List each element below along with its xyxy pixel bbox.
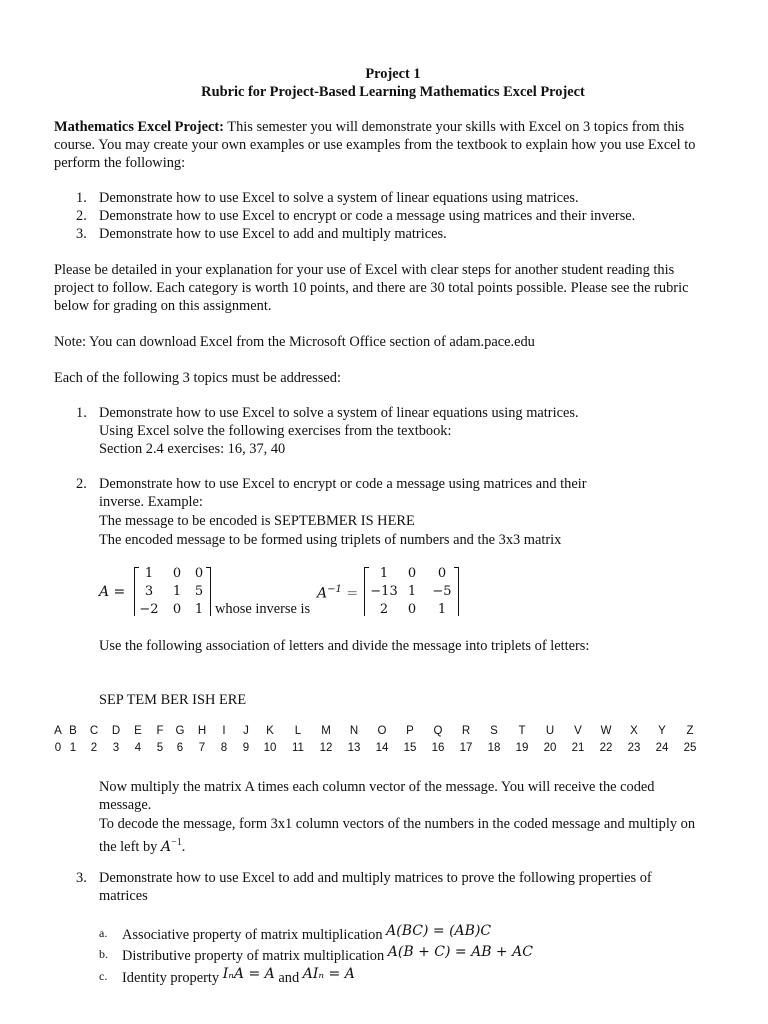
property-a-letter: a. bbox=[99, 926, 108, 940]
property-b bbox=[122, 944, 533, 965]
matrix-inverse-symbol: A bbox=[317, 585, 328, 602]
matrix-inverse-cell: 1 bbox=[437, 602, 447, 616]
number-cell: 9 bbox=[242, 742, 250, 754]
matrix-inverse-right-bracket bbox=[454, 567, 459, 616]
matrix-a-right-bracket bbox=[206, 567, 211, 616]
matrix-a-cell: 1 bbox=[194, 602, 204, 616]
matrix-inverse-equals: = bbox=[346, 585, 359, 602]
letter-cell: R bbox=[461, 725, 471, 737]
multiply-line-2: message. bbox=[99, 797, 152, 813]
decode-line-2 bbox=[99, 834, 185, 856]
task-2-text: Demonstrate how to use Excel to encrypt or code a message using matrices and their inverse. bbox=[99, 208, 636, 224]
number-cell: 15 bbox=[403, 742, 417, 754]
number-row bbox=[54, 742, 714, 756]
property-a bbox=[122, 923, 492, 944]
letter-cell: G bbox=[175, 725, 185, 737]
number-cell: 21 bbox=[571, 742, 585, 754]
number-cell: 14 bbox=[375, 742, 389, 754]
note-text: Note: You can download Excel from the Microsoft Office section of adam.pace.edu bbox=[54, 334, 535, 350]
matrix-a-cell: 3 bbox=[144, 584, 154, 599]
number-cell: 16 bbox=[431, 742, 445, 754]
task-1-text: Demonstrate how to use Excel to solve a system of linear equations using matrices. bbox=[99, 190, 579, 206]
letter-cell: H bbox=[197, 725, 207, 737]
topic-2-line-3: The message to be encoded is SEPTEBMER IS HERE bbox=[99, 513, 415, 529]
letter-cell: T bbox=[518, 725, 526, 737]
property-c-formula-2: AIₙ = A bbox=[302, 966, 355, 982]
matrix-inverse-cell: 1 bbox=[379, 566, 389, 581]
topic-2-number: 2. bbox=[76, 476, 87, 492]
letter-cell: P bbox=[406, 725, 414, 737]
matrix-a-cell: 5 bbox=[194, 584, 204, 599]
intro-text-1: This semester you will demonstrate your skills with Excel on 3 topics from this bbox=[223, 119, 685, 135]
letter-cell: E bbox=[134, 725, 142, 737]
number-cell: 20 bbox=[543, 742, 557, 754]
task-2-number: 2. bbox=[76, 208, 87, 224]
matrix-inverse-left-bracket bbox=[364, 567, 369, 616]
matrix-a-cell: −2 bbox=[139, 602, 159, 616]
matrix-inverse-cell: 0 bbox=[407, 602, 417, 616]
letter-cell: B bbox=[69, 725, 77, 737]
topic-3-line-1: Demonstrate how to use Excel to add and multiply matrices to prove the following properties of bbox=[99, 870, 652, 886]
matrix-a bbox=[134, 566, 216, 616]
letter-row bbox=[54, 725, 714, 739]
intro-lead: Mathematics Excel Project: bbox=[54, 119, 224, 135]
number-cell: 19 bbox=[515, 742, 529, 754]
property-b-formula: A(B + C) = AB + AC bbox=[387, 944, 533, 960]
matrix-inverse-superscript: −1 bbox=[327, 584, 342, 595]
matrix-a-cell: 1 bbox=[144, 566, 154, 581]
letter-cell: L bbox=[294, 725, 302, 737]
decode-superscript: −1 bbox=[171, 837, 182, 848]
letter-cell: A bbox=[54, 725, 62, 737]
intro-line-1 bbox=[54, 118, 684, 136]
topic-1-line-2: Using Excel solve the following exercises from the textbook: bbox=[99, 423, 452, 439]
number-cell: 25 bbox=[683, 742, 697, 754]
letter-cell: X bbox=[630, 725, 638, 737]
property-c-formula-1: IₙA = A bbox=[222, 966, 275, 982]
number-cell: 8 bbox=[220, 742, 228, 754]
intro-line-3: perform the following: bbox=[54, 155, 186, 171]
number-cell: 3 bbox=[112, 742, 120, 754]
decode-text: the left by bbox=[99, 838, 161, 855]
number-cell: 1 bbox=[69, 742, 77, 754]
inverse-text: whose inverse is bbox=[215, 601, 311, 617]
matrix-a-cell: 0 bbox=[194, 566, 204, 581]
property-a-text: Associative property of matrix multiplication bbox=[122, 927, 387, 943]
topic-3-line-2: matrices bbox=[99, 888, 148, 904]
number-cell: 23 bbox=[627, 742, 641, 754]
details-line-1: Please be detailed in your explanation for your use of Excel with clear steps for another student reading this bbox=[54, 262, 675, 278]
property-c-and: and bbox=[274, 970, 303, 986]
task-3-number: 3. bbox=[76, 226, 87, 242]
number-cell: 0 bbox=[54, 742, 62, 754]
decode-line-1: To decode the message, form 3x1 column vectors of the numbers in the coded message and multiply on bbox=[99, 816, 696, 832]
multiply-line-1: Now multiply the matrix A times each column vector of the message. You will receive the coded bbox=[99, 779, 655, 795]
decode-period: . bbox=[181, 838, 186, 855]
topic-1-line-1: Demonstrate how to use Excel to solve a system of linear equations using matrices. bbox=[99, 405, 579, 421]
letter-cell: M bbox=[321, 725, 331, 737]
number-cell: 6 bbox=[176, 742, 184, 754]
property-b-letter: b. bbox=[99, 947, 108, 961]
number-cell: 13 bbox=[347, 742, 361, 754]
topics-intro: Each of the following 3 topics must be addressed: bbox=[54, 370, 341, 386]
matrix-a-cell: 0 bbox=[172, 566, 182, 581]
topic-3-number: 3. bbox=[76, 870, 87, 886]
letter-cell: N bbox=[349, 725, 359, 737]
property-c-letter: c. bbox=[99, 969, 108, 983]
number-cell: 4 bbox=[134, 742, 142, 754]
number-cell: 10 bbox=[263, 742, 277, 754]
matrix-inverse-label bbox=[317, 584, 358, 602]
matrix-inverse-cell: −13 bbox=[370, 584, 398, 599]
letter-cell: O bbox=[377, 725, 387, 737]
matrix-a-cell: 0 bbox=[172, 602, 182, 616]
number-cell: 18 bbox=[487, 742, 501, 754]
property-a-formula: A(BC) = (AB)C bbox=[386, 923, 492, 939]
matrix-a-label: A = bbox=[99, 584, 126, 600]
matrix-inverse-cell: 1 bbox=[407, 584, 417, 599]
matrix-a-cell: 1 bbox=[172, 584, 182, 599]
topic-1-number: 1. bbox=[76, 405, 87, 421]
message-triplets: SEP TEM BER ISH ERE bbox=[99, 692, 247, 708]
matrix-inverse-cell: 2 bbox=[379, 602, 389, 616]
topic-2-line-2: inverse. Example: bbox=[99, 494, 203, 510]
number-cell: 17 bbox=[459, 742, 473, 754]
matrix-inverse-cell: −5 bbox=[432, 584, 452, 599]
details-line-3: below for grading on this assignment. bbox=[54, 298, 272, 314]
number-cell: 12 bbox=[319, 742, 333, 754]
letter-cell: U bbox=[545, 725, 555, 737]
topic-2-line-4: The encoded message to be formed using triplets of numbers and the 3x3 matrix bbox=[99, 532, 562, 548]
number-cell: 11 bbox=[292, 742, 304, 754]
letter-cell: I bbox=[222, 725, 226, 737]
matrix-inverse bbox=[364, 566, 464, 616]
letter-cell: S bbox=[490, 725, 498, 737]
topic-1-line-3: Section 2.4 exercises: 16, 37, 40 bbox=[99, 441, 286, 457]
task-3-text: Demonstrate how to use Excel to add and multiply matrices. bbox=[99, 226, 447, 242]
letter-cell: J bbox=[243, 725, 249, 737]
intro-line-2: course. You may create your own examples or use examples from the textbook to explain how you use Excel to bbox=[54, 137, 696, 153]
property-c bbox=[122, 966, 355, 987]
association-line: Use the following association of letters and divide the message into triplets of letters: bbox=[99, 638, 590, 654]
letter-cell: K bbox=[266, 725, 274, 737]
number-cell: 5 bbox=[156, 742, 164, 754]
property-b-text: Distributive property of matrix multiplication bbox=[122, 948, 388, 964]
letter-cell: V bbox=[574, 725, 582, 737]
task-1-number: 1. bbox=[76, 190, 87, 206]
page-subtitle: Rubric for Project-Based Learning Mathematics Excel Project bbox=[201, 84, 585, 100]
details-line-2: project to follow. Each category is worth 10 points, and there are 30 total points possible. Please see the rubric bbox=[54, 280, 689, 296]
number-cell: 2 bbox=[90, 742, 98, 754]
number-cell: 22 bbox=[599, 742, 613, 754]
letter-cell: F bbox=[156, 725, 164, 737]
property-c-text: Identity property bbox=[122, 970, 223, 986]
letter-cell: C bbox=[89, 725, 99, 737]
letter-cell: Z bbox=[686, 725, 694, 737]
decode-matrix-symbol: A bbox=[160, 838, 172, 855]
matrix-inverse-cell: 0 bbox=[407, 566, 417, 581]
number-cell: 24 bbox=[655, 742, 669, 754]
matrix-inverse-cell: 0 bbox=[437, 566, 447, 581]
letter-cell: D bbox=[111, 725, 121, 737]
letter-cell: Q bbox=[433, 725, 443, 737]
page-title: Project 1 bbox=[365, 66, 421, 82]
letter-cell: Y bbox=[658, 725, 666, 737]
number-cell: 7 bbox=[198, 742, 206, 754]
letter-cell: W bbox=[600, 725, 612, 737]
topic-2-line-1: Demonstrate how to use Excel to encrypt or code a message using matrices and their bbox=[99, 476, 587, 492]
